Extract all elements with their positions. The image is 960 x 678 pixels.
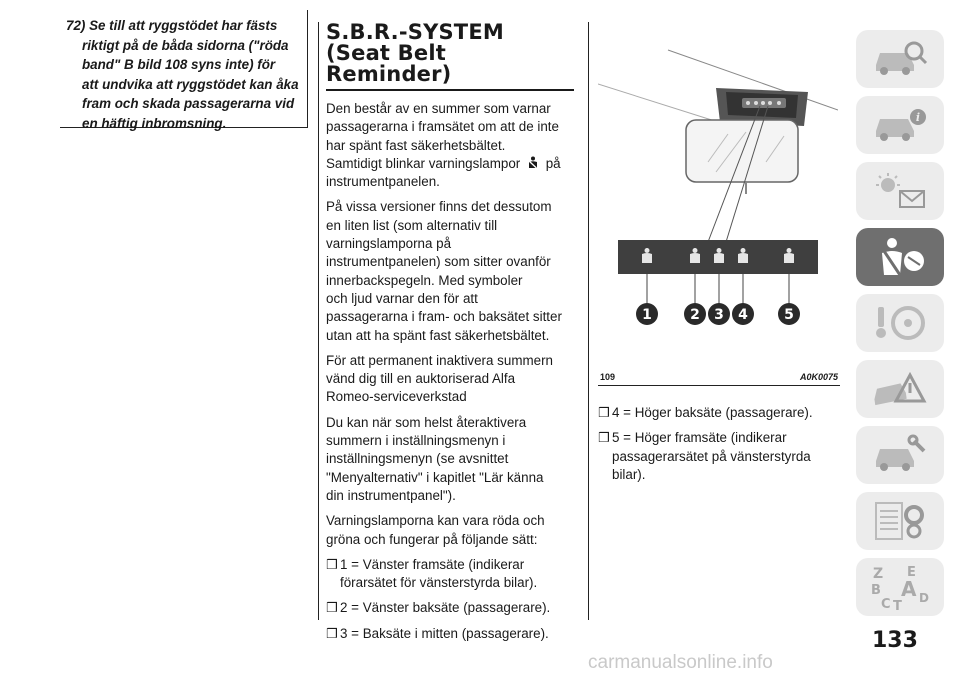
alphabet-index-icon (865, 562, 935, 612)
figure-code: A0K0075 (800, 372, 839, 382)
paragraph (326, 198, 578, 344)
index-letter: C (881, 597, 891, 612)
text-line: instrumentpanelen. (326, 174, 440, 190)
text-line: "Menyalternativ" i kapitlet "Lär känna (326, 469, 544, 485)
section-heading (326, 22, 578, 85)
text-line: passagerarna i framsätet om att de inte (326, 119, 559, 135)
index-letter: A (901, 577, 917, 601)
tab-car-search[interactable] (856, 30, 944, 88)
heading-line: S.B.R.-SYSTEM (326, 20, 504, 44)
car-wrench-icon (870, 433, 930, 477)
text-fragment: på (545, 155, 561, 171)
column-divider (588, 22, 589, 620)
list-item (326, 599, 578, 617)
text-line: Den består av en summer som varnar (326, 101, 551, 116)
text-line: summern i inställningsmenyn i (326, 433, 506, 449)
tab-starting-driving[interactable] (856, 294, 944, 352)
text-line: För att permanent inaktivera summern (326, 352, 553, 368)
callout-5: 5 (784, 307, 794, 323)
watermark: carmanualsonline.info (588, 652, 773, 673)
warning-light-mail-icon (870, 171, 930, 211)
text-line: innerbackspegeln. Med symboler (326, 272, 523, 288)
rear-view-mirror-illustration (598, 22, 838, 382)
tab-emergency[interactable] (856, 360, 944, 418)
tab-maintenance[interactable] (856, 426, 944, 484)
text-line: passagerarsätet på vänsterstyrda (612, 448, 811, 464)
text-line: en liten list (som alternativ till (326, 217, 498, 233)
checkbox-bullet-icon: ❒ (326, 556, 338, 572)
callout-1: 1 (642, 307, 652, 323)
text-line: vänd dig till en auktoriserad Alfa (326, 371, 516, 387)
callout-3: 3 (714, 307, 724, 323)
list-item (326, 556, 578, 593)
steering-wheel-key-icon (870, 301, 930, 345)
list-item (326, 625, 578, 643)
text-line: varningslamporna på (326, 236, 452, 252)
car-search-icon (870, 39, 930, 79)
text-fragment: Samtidigt blinkar varningslampor (326, 155, 521, 171)
note-line: att undvika att ryggstödet kan åka (82, 76, 299, 92)
paragraph (326, 100, 578, 191)
figure-109 (598, 22, 838, 382)
tab-safety[interactable] (856, 228, 944, 286)
list-item (598, 429, 838, 484)
text-line: 2 = Vänster baksäte (passagerare). (340, 600, 551, 616)
safety-note (60, 10, 308, 131)
tab-car-info[interactable] (856, 96, 944, 154)
sbr-section (326, 22, 578, 650)
index-letter: E (907, 565, 916, 580)
car-crash-warning-icon (870, 367, 930, 411)
text-line: Varningslamporna kan vara röda och (326, 513, 545, 529)
text-line: 1 = Vänster framsäte (indikerar (340, 556, 525, 572)
page-number: 133 (872, 628, 918, 653)
heading-line: (Seat Belt (326, 41, 446, 65)
text-line: och ljud varnar den för att (326, 290, 478, 306)
text-line: bilar). (612, 466, 646, 482)
note-line: band" B bild 108 syns inte) för (82, 57, 276, 72)
list-item (598, 404, 838, 422)
figure-number: 109 (600, 372, 616, 382)
note-line: fram och skada passagerarna vid (82, 96, 295, 111)
figure-rule (598, 385, 840, 386)
text-line: gröna och fungerar på följande sätt: (326, 531, 538, 547)
index-letter: T (893, 599, 902, 612)
note-line: 72) Se till att ryggstödet har fästs (66, 18, 278, 33)
paragraph (326, 414, 578, 505)
callout-2: 2 (690, 307, 700, 323)
tab-technical-data[interactable] (856, 492, 944, 550)
note-line: en häftig inbromsning. (82, 115, 227, 131)
text-line: passagerarna i fram- och baksätet sitter (326, 309, 562, 325)
paragraph (326, 512, 578, 549)
checkbox-bullet-icon: ❒ (326, 600, 338, 616)
svg-text:i: i (915, 111, 921, 124)
index-letter: D (919, 591, 929, 605)
seatbelt-airbag-icon (870, 235, 930, 279)
chapter-tabs (856, 30, 944, 624)
tab-index[interactable] (856, 558, 944, 616)
tab-warning-lights[interactable] (856, 162, 944, 220)
note-line: riktigt på de båda sidorna ("röda (82, 37, 289, 53)
text-line: Du kan när som helst återaktivera (326, 414, 527, 430)
text-line: instrumentpanelen) som sitter ovanför (326, 254, 551, 270)
heading-underline (326, 89, 574, 91)
text-line: har spänt fast säkerhetsbältet. (326, 137, 506, 153)
text-line: 5 = Höger framsäte (indikerar (612, 430, 787, 446)
text-line: På vissa versioner finns det dessutom (326, 199, 552, 215)
text-line: utan att ha spänt fast säkerhetsbältet. (326, 327, 550, 343)
checkbox-bullet-icon: ❒ (598, 405, 610, 420)
callout-4: 4 (738, 307, 748, 323)
text-line (326, 155, 578, 173)
sbr-section-continued (598, 404, 838, 491)
paragraph (326, 352, 578, 407)
text-line: Romeo-serviceverkstad (326, 389, 467, 405)
seatbelt-warning-icon (526, 156, 540, 170)
text-line: förarsätet för vänsterstyrda bilar). (340, 575, 538, 591)
text-line: 4 = Höger baksäte (passagerare). (612, 405, 813, 420)
checkbox-bullet-icon: ❒ (326, 625, 338, 641)
index-letter: B (871, 583, 881, 598)
checkbox-bullet-icon: ❒ (598, 430, 610, 446)
text-line: inställningsmenyn (se avsnittet (326, 451, 509, 467)
text-line: 3 = Baksäte i mitten (passagerare). (340, 625, 549, 641)
index-letter: Z (873, 566, 884, 582)
heading-line: Reminder) (326, 62, 452, 86)
car-info-icon (870, 105, 930, 145)
text-line: din instrumentpanel"). (326, 487, 456, 503)
column-divider (318, 22, 319, 620)
checklist-gears-icon (870, 499, 930, 543)
